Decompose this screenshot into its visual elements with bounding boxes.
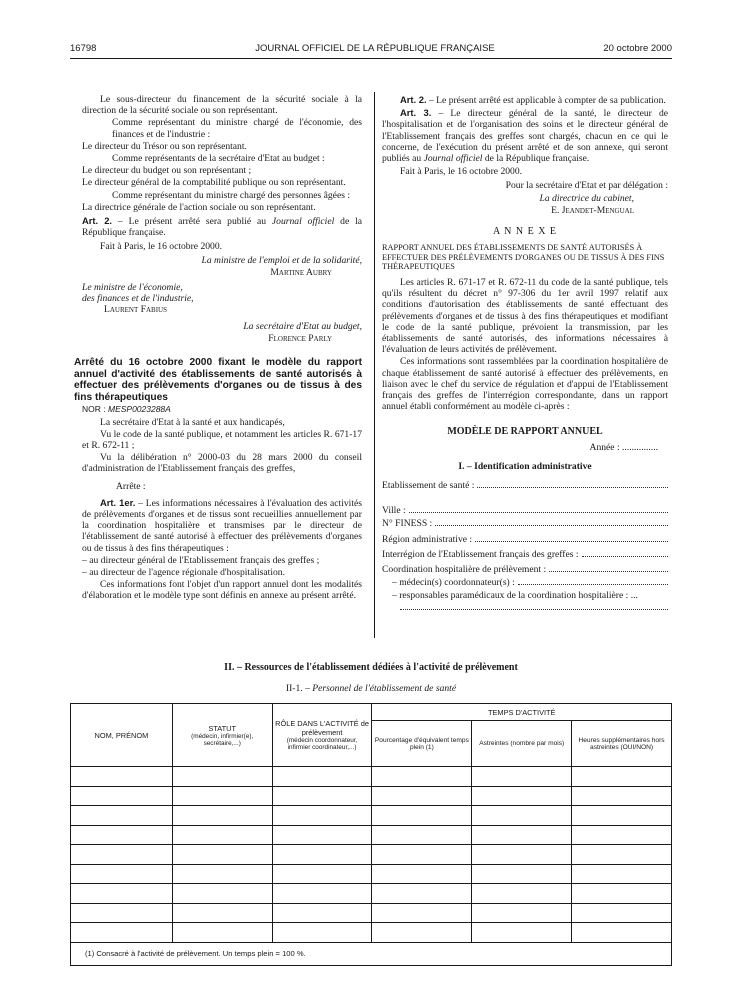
table-row [71,767,672,787]
table-cell [472,845,572,865]
dotted-leader [400,602,668,610]
section-1-title: I. – Identification administrative [458,460,592,472]
nor-code: MESP0023288A [107,404,171,415]
table-cell [172,825,272,845]
dotted-leader [475,534,668,542]
table-cell [472,923,572,943]
table-cell [472,825,572,845]
dotted-leader [477,480,668,488]
header-label: NOM, PRÉNOM [94,730,149,740]
subtitle-italic: Personnel de l'établissement de santé [312,683,457,694]
article-italic: Journal officiel [423,153,483,165]
table-cell [272,767,372,787]
col-heures-header: Heures supplémentaires hors astreintes (OUI/NON) [572,721,672,767]
article-text: – Le directeur général de la santé, le directeur de l'hospitalisation et de l'organisation des soins et le directeur général de l'Etablissement français des greffes sont chargés, chacun en ce qui le concerne, de l'exécution du présent arrêté et de son annexe, qui seront publiés au [382,108,669,165]
col-pourcentage-header: Pourcentage d'équivalent temps plein (1) [372,721,472,767]
article-text: – Le présent arrêté sera publié au [112,216,272,228]
table-cell [572,884,672,904]
table-cell [71,845,173,865]
table-cell [272,786,372,806]
col-astreintes-header: Astreintes (nombre par mois) [472,721,572,767]
article-label: Art. 1er. [100,496,136,508]
table-row [71,845,672,865]
table-cell [172,864,272,884]
table-cell [472,903,572,923]
intro-line: Vu le code de la santé publique, et notamment les articles R. 671-17 et R. 672-11 ; [82,428,362,452]
header-sublabel: (médecin, infirmier(e), secrétaire,...) [191,732,254,747]
table-cell [272,884,372,904]
table-cell [272,825,372,845]
table-cell [572,786,672,806]
table-cell [572,864,672,884]
annexe-paragraph: Les articles R. 671-17 et R. 672-11 du code de la santé publique, tels qu'ils résultent du décret n° 97-306 du 1er avril 1997 relatif aux conditions d'autorisation des établissements de santé effectuant des prélèvements d'organes et de tissus à des fins thérapeutiques et modifiant le code de la santé publique, prévoient la transmission, par les établissements de santé autorisés, des informations nécessaires à l'évaluation de leurs activités de prélèvement. [382,277,668,356]
signature-role: La ministre de l'emploi et de la solidarité, [201,254,362,266]
table-row [71,806,672,826]
table-cell [71,903,173,923]
field-medecins [382,577,668,588]
table-cell [172,786,272,806]
table-cell [71,825,173,845]
col-nom-header [71,704,173,767]
field-label: – médecin(s) coordonnateur(s) : [392,577,515,589]
signature-role: La secrétaire d'Etat au budget, [243,320,362,332]
table-cell [172,884,272,904]
column-divider [374,92,375,638]
page-number: 16798 [70,43,97,54]
article-1-end: Ces informations font l'objet d'un rapport annuel dont les modalités d'élaboration et le modèle type sont définis en annexe au présent arrêté. [82,579,362,602]
field-label: Interrégion de l'Etablissement français des greffes : [382,548,579,560]
right-fait: Fait à Paris, le 16 octobre 2000. [400,166,523,178]
cabinet-role: La directrice du cabinet, [539,192,634,204]
article-bullet: – au directeur de l'agence régionale d'hospitalisation. [82,567,285,579]
left-line: Le directeur général de la comptabilité publique ou son représentant. [82,177,346,189]
left-line: Comme représentant du ministre chargé des personnes âgées : [112,189,350,201]
section-2-title: II. – Ressources de l'établissement dédiées à l'activité de prélèvement [224,662,518,673]
table-cell [172,767,272,787]
nor-reference [82,404,362,415]
table-cell [572,806,672,826]
signature-role: des finances et de l'industrie, [82,293,194,305]
annee-line: Année : ............... [589,441,658,453]
table-cell [372,903,472,923]
table-cell [472,864,572,884]
dotted-leader [549,564,668,572]
field-label: Ville : [382,505,406,517]
signature-name: Laurent Fabius [104,304,167,316]
article-label: Art. 3. [400,107,432,119]
right-article-2 [382,94,668,106]
field-region [382,534,668,545]
table-cell [572,845,672,865]
table-cell [71,767,173,787]
left-line: Le sous-directeur du financement de la sécurité sociale à la direction de la sécurité sociale ou son représentant. [82,94,362,117]
intro-line: Vu la délibération n° 2000-03 du 28 mars 2000 du conseil d'administration de l'Etablissement français des greffes, [82,452,362,475]
article-text: – Les informations nécessaires à l'évaluation des activités de prélèvements d'organes et de tissus sont recueillies annuellement par la coordination hospitalière et transmises par le directeur de l'établissement de santé autorisé à effectuer des prélèvements d'organes ou de tissus à des fins thérapeutiques : [82,497,362,554]
header-sublabel: (médecin coordonnateur, infirmier coordinateur,...) [286,737,358,751]
dotted-leader [409,505,668,513]
header-label: STATUT [208,723,237,733]
section-2-subtitle [70,683,672,694]
header-label: RÔLE DANS L'ACTIVITÉ de prélèvement [275,719,369,737]
col-statut-header [172,704,272,767]
table-cell [172,806,272,826]
table-cell [472,786,572,806]
table-cell [272,845,372,865]
annexe-paragraph: Ces informations sont rassemblées par la coordination hospitalière de chaque établissement de santé autorisé à effectuer des prélèvements, en liaison avec le chef du service de régulation et d'appui de l'Etablissement français des greffes de l'interrégion correspondante, dans un rapport annuel établi conformément au modèle ci-après : [382,356,668,413]
field-paramedicaux: – responsables paramédicaux de la coordination hospitalière : ... [392,590,638,602]
article-text: de la République française. [482,153,590,165]
left-fait: Fait à Paris, le 16 octobre 2000. [100,241,223,253]
left-line: Le directeur du Trésor ou son représentant. [82,140,247,152]
dotted-leader [582,549,668,557]
annexe-heading: A N N E X E [492,226,558,238]
table-row [71,903,672,923]
table-cell [372,864,472,884]
table-cell [572,903,672,923]
table-row [71,884,672,904]
right-article-3 [382,107,668,164]
arrete-title: Arrêté du 16 octobre 2000 fixant le modèle du rapport annuel d'activité des établissements de santé autorisés à effectuer des prélèvements d'organes ou de tissus à des fins thérapeutiques [74,357,362,403]
issue-date: 20 octobre 2000 [603,43,672,54]
table-footnote: (1) Consacré à l'activité de prélèvement. Un temps plein = 100 %. [71,942,672,965]
journal-title: JOURNAL OFFICIEL DE LA RÉPUBLIQUE FRANÇAISE [255,43,495,54]
col-temps-header: TEMPS D'ACTIVITÉ [372,704,672,721]
table-cell [372,786,472,806]
table-row [71,864,672,884]
table-cell [572,923,672,943]
table-cell [272,923,372,943]
arrete-label: Arrête : [116,480,146,492]
rapport-heading: RAPPORT ANNUEL DES ÉTABLISSEMENTS DE SANTÉ AUTORISÉS À EFFECTUER DES PRÉLÈVEMENTS D'ORGANES OU DE TISSUS À DES FINS THÉRAPEUTIQUES [382,243,665,272]
field-label: Etablissement de santé : [382,480,475,492]
delegation-line: Pour la secrétaire d'Etat et par délégation : [505,180,668,192]
table-cell [372,806,472,826]
table-cell [472,767,572,787]
article-italic: Journal officiel [271,216,335,228]
subtitle-prefix: II-1. – [285,683,313,694]
left-line: Le directeur du budget ou son représentant ; [82,165,252,177]
dotted-leader [435,518,668,526]
table-cell [272,903,372,923]
article-1 [82,497,362,554]
table-body [71,767,672,943]
article-text: – Le présent arrêté est applicable à compter de sa publication. [426,95,666,106]
article-label: Art. 2. [400,94,427,105]
article-text: de la République française. [82,216,362,239]
modele-title: MODÈLE DE RAPPORT ANNUEL [447,426,603,438]
signature-role: Le ministre de l'économie, [82,282,183,294]
col-role-header [272,704,372,767]
signature-name: Martine Aubry [270,266,332,278]
table-cell [71,864,173,884]
intro-line: La secrétaire d'Etat à la santé et aux handicapés, [100,416,285,428]
field-interregion [382,549,668,560]
dotted-leader [518,577,668,585]
table-cell [572,825,672,845]
field-label: Coordination hospitalière de prélèvement : [382,564,547,576]
table-cell [372,825,472,845]
table-cell [71,786,173,806]
field-ville [382,505,668,516]
field-etablissement [382,480,668,491]
table-cell [172,923,272,943]
table-cell [372,845,472,865]
table-cell [572,767,672,787]
table-cell [71,923,173,943]
table-cell [372,884,472,904]
table-cell [372,767,472,787]
field-label: Région administrative : [382,533,473,545]
table-cell [472,806,572,826]
table-cell [272,864,372,884]
article-bullet: – au directeur général de l'Etablissement français des greffes ; [82,554,320,566]
field-label: N° FINESS : [382,518,433,530]
personnel-table [70,703,672,966]
table-cell [172,845,272,865]
table-row [71,786,672,806]
left-line: Comme représentant du ministre chargé de l'économie, des finances et de l'industrie : [112,117,362,140]
signature-name: Florence Parly [268,332,332,344]
left-article-2 [82,215,362,238]
field-finess [382,518,668,529]
left-line: Comme représentants de la secrétaire d'Etat au budget : [112,153,325,165]
table-row [71,923,672,943]
table-row [71,825,672,845]
right-column [382,94,668,610]
article-label: Art. 2. [82,215,113,227]
table-cell [172,903,272,923]
table-cell [272,806,372,826]
nor-label: NOR : [82,404,108,415]
table-cell [372,923,472,943]
cabinet-name: E. Jeandet-Mengual [551,204,634,216]
table-cell [71,806,173,826]
header-rule [70,58,672,59]
left-line: La directrice générale de l'action sociale ou son représentant. [82,201,316,213]
table-cell [71,884,173,904]
left-column [74,94,362,603]
field-coordination [382,564,668,575]
field-continuation [382,602,668,610]
table-cell [472,884,572,904]
